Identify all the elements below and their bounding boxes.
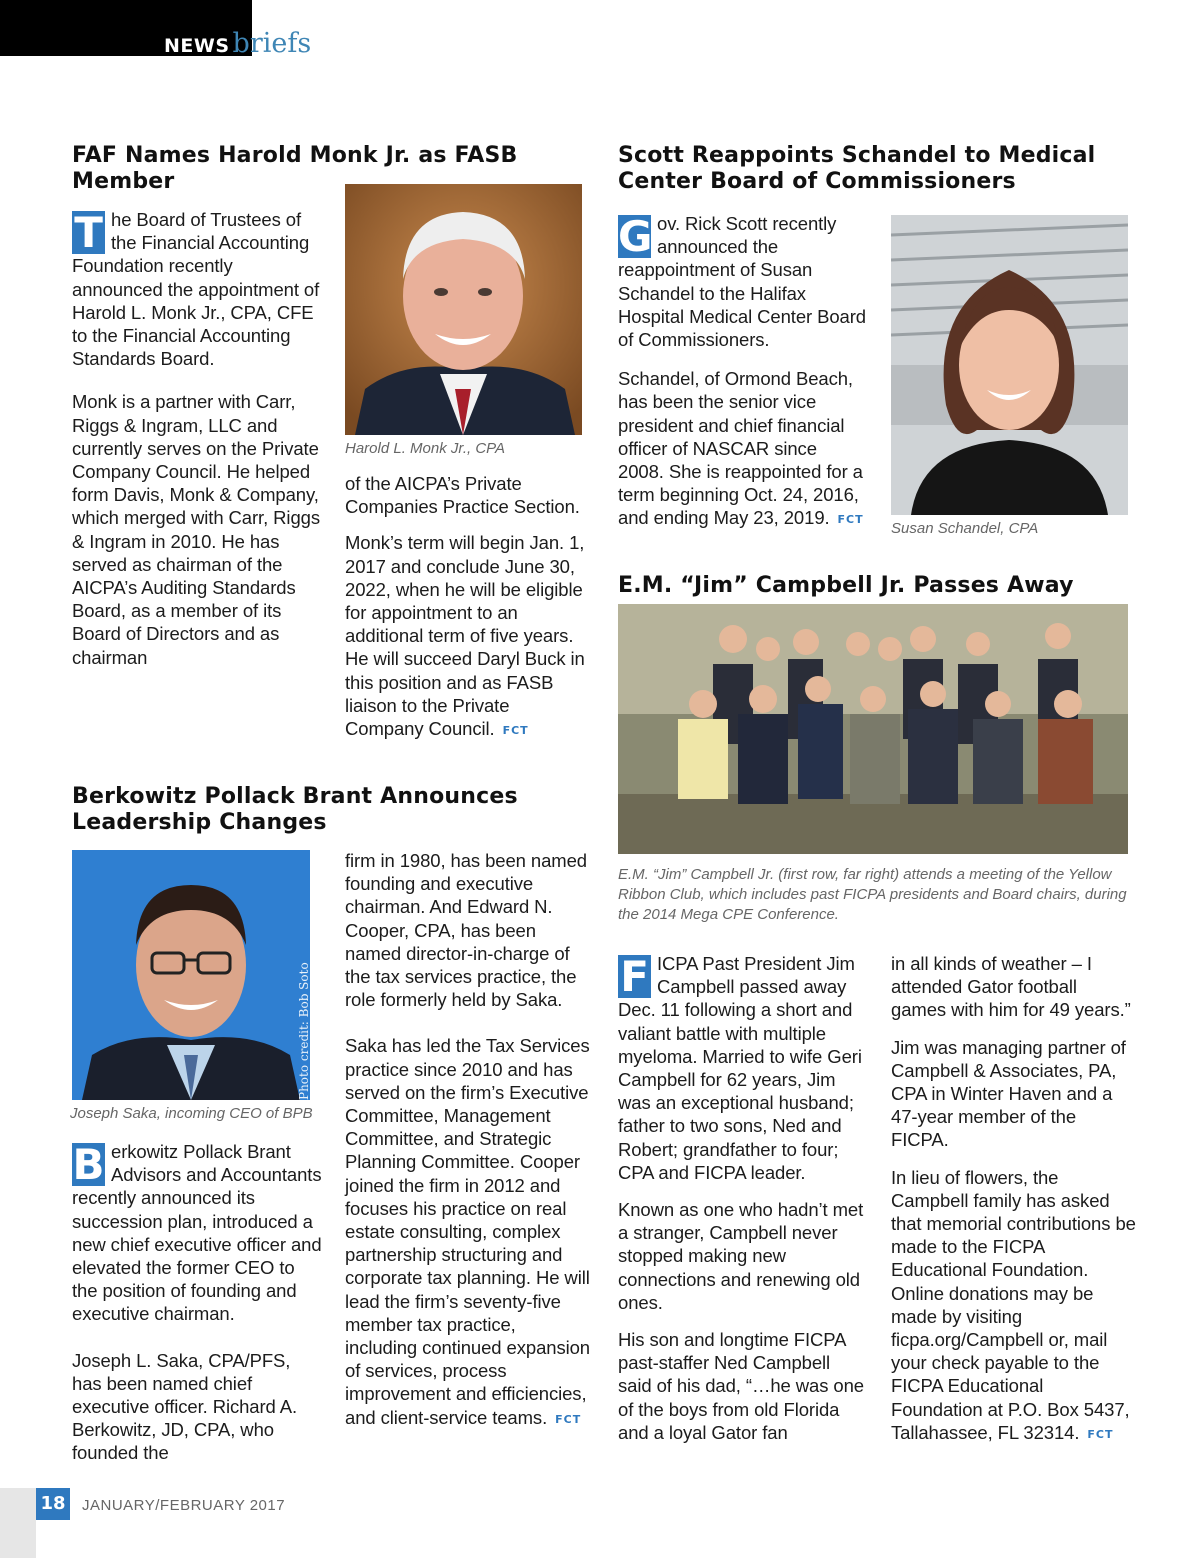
story3-p1: erkowitz Pollack Brant Advisors and Accountants recently announced its succession plan, introduced a new chief executive officer and elevated the former CEO to the position of founding and executive chairman.: [72, 1141, 322, 1325]
story4-paragraph: [618, 952, 868, 1184]
schandel-photo-caption: Susan Schandel, CPA: [891, 520, 1039, 537]
yellow-ribbon-club-photo: [618, 604, 1128, 854]
page-number: 18: [36, 1488, 70, 1520]
story4-p3: His son and longtime FICPA past-staffer Ned Campbell said of his dad, “…he was one of the boys from old Florida and a loyal Gator fan: [618, 1329, 864, 1443]
story3-headline: Berkowitz Pollack Brant Announces Leadership Changes: [72, 784, 518, 835]
story1-col1: [72, 208, 322, 669]
monk-photo: [345, 184, 582, 435]
fct-signoff: FCT: [1087, 1427, 1114, 1441]
page-edge: [0, 1488, 36, 1558]
story3-p3: firm in 1980, has been named founding and executive chairman. And Edward N. Cooper, CPA, has been named director-in-charge of the tax services practice, the role formerly held by Saka.: [345, 850, 587, 1011]
story2-headline: Scott Reappoints Schandel to Medical Center Board of Commissioners: [618, 143, 1096, 194]
story4-col1: [618, 952, 868, 1444]
drop-cap: F: [618, 955, 651, 998]
story2-paragraph: [618, 212, 866, 351]
section-label-light: briefs: [232, 28, 312, 59]
story2-col: [618, 212, 866, 532]
saka-photo-caption: Joseph Saka, incoming CEO of BPB: [70, 1105, 313, 1122]
issue-date: JANUARY/FEBRUARY 2017: [82, 1497, 286, 1514]
monk-photo-caption: Harold L. Monk Jr., CPA: [345, 440, 506, 457]
story3-col1: [72, 1140, 322, 1465]
story1-headline: FAF Names Harold Monk Jr. as FASB Member: [72, 143, 518, 194]
photo-credit: Photo credit: Bob Soto: [297, 962, 311, 1100]
story2-p1: ov. Rick Scott recently announced the reappointment of Susan Schandel to the Halifax Hospital Medical Center Board of Commissioners.: [618, 213, 866, 351]
drop-cap: B: [72, 1140, 105, 1189]
drop-cap: T: [72, 211, 105, 254]
section-header: [164, 28, 311, 59]
fct-signoff: FCT: [555, 1412, 582, 1426]
story1-p1: he Board of Trustees of the Financial Accounting Foundation recently announced the appointment of Harold L. Monk Jr., CPA, CFE to the Financial Accounting Standards Board.: [72, 209, 320, 370]
fct-signoff: FCT: [502, 724, 529, 738]
story4-p1: ICPA Past President Jim Campbell passed away Dec. 11 following a short and valiant battle with multiple myeloma. Married to wife Geri Campbell for 62 years, Jim was an exceptional husband; father to two sons, Ned and Robert; grandfather to four; CPA and FICPA leader.: [618, 953, 862, 1183]
story1-p3: of the AICPA’s Private Companies Practice Section.: [345, 473, 580, 518]
story4-p2: Known as one who hadn’t met a stranger, Campbell never stopped making new connections and renewing old ones.: [618, 1199, 864, 1313]
drop-cap: G: [618, 212, 653, 261]
story1-paragraph: [72, 208, 322, 370]
story3-col2: [345, 849, 590, 1431]
fct-signoff: FCT: [837, 513, 864, 527]
story3-paragraph: [72, 1140, 322, 1326]
story4-p5: Jim was managing partner of Campbell & Associates, PA, CPA in Winter Haven and a 47-year member of the FICPA.: [891, 1036, 1126, 1151]
section-label-bold: NEWS: [164, 35, 230, 57]
saka-photo: [72, 850, 310, 1100]
story1-col2: [345, 472, 585, 742]
story4-headline: E.M. “Jim” Campbell Jr. Passes Away: [618, 573, 1074, 598]
story3-p4: Saka has led the Tax Services practice since 2010 and has served on the firm’s Executive Committee, Management Committee, and Strategic Planning Committee. Cooper joined the firm in 2012 and focuses his practice on real estate consulting, complex partnership structuring and corporate tax planning. He will lead the firm’s seventy-five member tax practice, including continued expansion of services, process improvement and efficiencies, and client-service teams. FCT: [345, 1035, 590, 1428]
story4-p4: in all kinds of weather – I attended Gator football games with him for 49 years.”: [891, 953, 1131, 1021]
schandel-photo: [891, 215, 1128, 515]
story4-p6: In lieu of flowers, the Campbell family has asked that memorial contributions be made to the FICPA Educational Foundation. Online donations may be made by visiting ficpa.org/Campbell or, mail your check payable to the FICPA Educational Foundation at P.O. Box 5437, Tallahassee, FL 32314. FCT: [891, 1166, 1136, 1443]
story4-col2: [891, 952, 1136, 1446]
yellow-ribbon-photo-caption: E.M. “Jim” Campbell Jr. (first row, far right) attends a meeting of the Yellow Ribbon Club, which includes past FICPA presidents and Board chairs, during the 2014 Mega CPE Conference.: [618, 866, 1127, 923]
story1-p4: Monk’s term will begin Jan. 1, 2017 and conclude June 30, 2022, when he will be eligible for appointment to an additional term of five years. He will succeed Daryl Buck in this position and as FASB liaison to the Private Company Council. FCT: [345, 532, 585, 740]
story3-p2: Joseph L. Saka, CPA/PFS, has been named chief executive officer. Richard A. Berkowitz, JD, CPA, who founded the: [72, 1349, 298, 1464]
story1-p2: Monk is a partner with Carr, Riggs & Ingram, LLC and currently serves on the Private Company Council. He helped form Davis, Monk & Company, which merged with Carr, Riggs & Ingram in 2010. He has served as chairman of the AICPA’s Auditing Standards Board, as a member of its Board of Directors and as chairman: [72, 391, 320, 668]
story2-p2: Schandel, of Ormond Beach, has been the senior vice president and chief financial officer of NASCAR since 2008. She is reappointed for a term beginning Oct. 24, 2016, and ending May 23, 2019. FCT: [618, 368, 864, 529]
